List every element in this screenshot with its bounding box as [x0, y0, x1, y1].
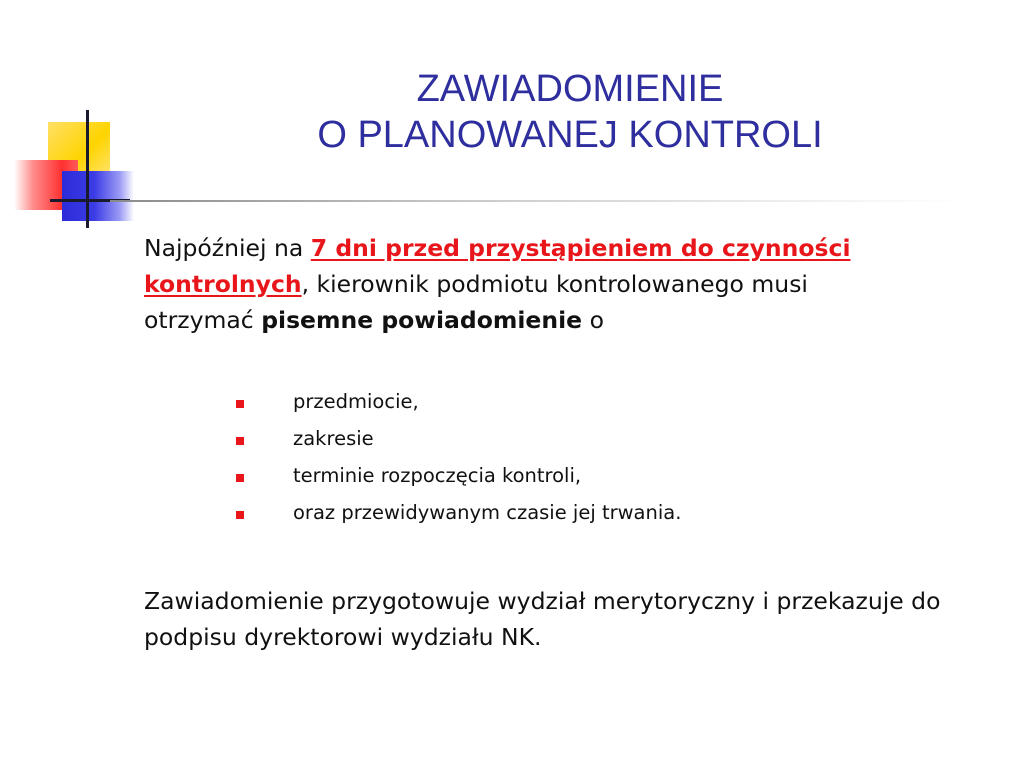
intro-text-1: Najpóźniej na	[144, 234, 311, 262]
square-bullet-icon	[236, 437, 244, 445]
notice-contents-list	[232, 387, 872, 535]
deco-vertical-line	[86, 110, 89, 228]
list-item-text: terminie rozpoczęcia kontroli,	[293, 464, 582, 487]
decorative-squares-graphic	[0, 0, 180, 240]
list-item	[232, 387, 872, 424]
list-item	[232, 424, 872, 461]
list-item	[232, 498, 872, 535]
intro-text-3: o	[582, 306, 604, 334]
list-item-text: zakresie	[293, 427, 374, 450]
slide-title-line-2: O PLANOWANEJ KONTROLI	[317, 114, 823, 156]
square-bullet-icon	[236, 400, 244, 408]
list-item-text: przedmiocie,	[293, 390, 419, 413]
title-divider	[110, 200, 970, 202]
written-notice-emphasis: pisemne powiadomienie	[261, 306, 583, 334]
deco-blue-square	[62, 171, 134, 221]
square-bullet-icon	[236, 511, 244, 519]
list-item	[232, 461, 872, 498]
slide-title	[200, 66, 940, 158]
slide-title-line-1: ZAWIADOMIENIE	[416, 68, 724, 110]
intro-text-2: , kierownik podmiotu kontrolowanego musi otrzymać	[144, 270, 808, 334]
deadline-highlight: 7 dni przed przystąpieniem do czynności kontrolnych	[144, 234, 851, 298]
square-bullet-icon	[236, 474, 244, 482]
intro-paragraph	[144, 230, 904, 338]
closing-paragraph: Zawiadomienie przygotowuje wydział merytoryczny i przekazuje do podpisu dyrektorowi wydziału NK.	[144, 587, 941, 651]
list-item-text: oraz przewidywanym czasie jej trwania.	[293, 501, 682, 524]
